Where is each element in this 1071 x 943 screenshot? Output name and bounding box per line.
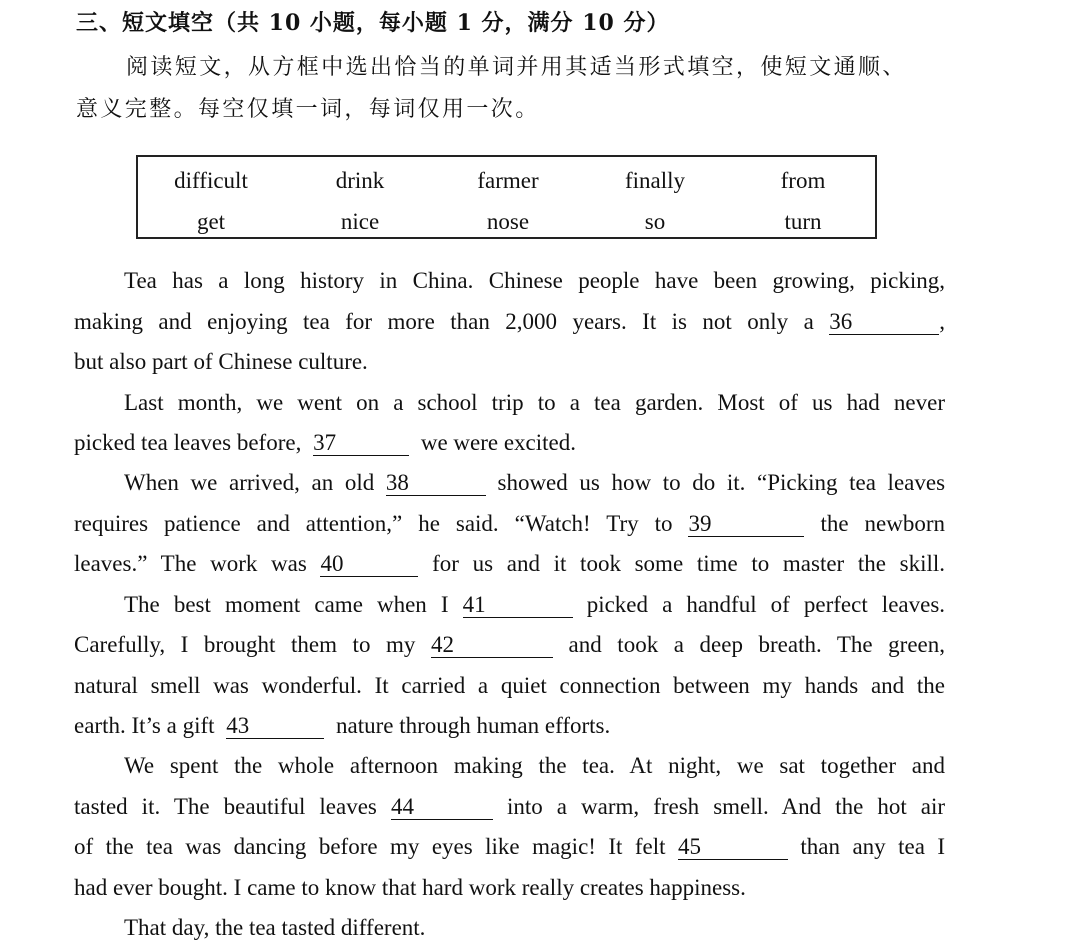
passage-line [74,509,945,539]
blank-40[interactable]: 40 [320,552,418,577]
passage-line: Last month, we went on a school trip to a tea garden. Most of us had never [124,390,945,415]
blank-44[interactable]: 44 [391,795,493,820]
blank-38[interactable]: 38 [386,471,486,496]
blank-43[interactable]: 43 [226,714,324,739]
blank-36[interactable]: 36 [829,310,939,335]
passage-line: had ever bought. I came to know that hard work really creates happiness. [74,875,746,900]
passage-line: natural smell was wonderful. It carried a quiet connection between my hands and the [74,673,945,698]
passage-text: of the tea was dancing before my eyes like magic! It felt [74,834,666,859]
passage-line: but also part of Chinese culture. [74,349,368,374]
passage-text: we were excited. [420,430,576,455]
passage-text: picked tea leaves before, [74,430,302,455]
passage-text: making and enjoying tea for more than 2,000 years. It is not only a [74,309,814,334]
passage-line: Tea has a long history in China. Chinese people have been growing, picking, [124,268,945,293]
word-bank-word: farmer [477,168,539,193]
word-bank-word: difficult [174,168,248,193]
passage-text: When we arrived, an old [124,470,375,495]
passage-text: showed us how to do it. “Picking tea leaves [497,470,946,495]
word-bank-word: nose [486,209,530,234]
instructions-line-2: 意义完整。每空仅填一词，每词仅用一次。 [76,97,540,122]
passage-text: for us and it took some time to master the skill. [432,551,946,576]
passage-line [74,428,945,458]
passage-text: the newborn [820,511,945,536]
passage-text: Carefully, I brought them to my [74,632,416,657]
passage-text: leaves.” The work was [74,551,307,576]
passage-text: into a warm, fresh smell. And the hot air [506,794,946,819]
word-bank-word: so [644,209,666,234]
passage-line [74,307,945,337]
passage-line [124,590,945,620]
passage-text: , [939,309,946,334]
passage-text: nature through human efforts. [336,713,611,738]
passage-text: The best moment came when I [124,592,449,617]
blank-37[interactable]: 37 [313,431,409,456]
word-bank-word: nice [340,209,380,234]
passage-text: tasted it. The beautiful leaves [74,794,377,819]
passage-line [74,630,945,660]
passage-text: requires patience and attention,” he said. “Watch! Try to [74,511,673,536]
blank-42[interactable]: 42 [431,633,553,658]
passage-line [74,549,945,579]
word-bank-word: drink [335,168,385,193]
passage-line [74,792,945,822]
word-bank-box [136,155,877,239]
passage-text: than any tea I [800,834,946,859]
blank-41[interactable]: 41 [463,593,573,618]
passage-line [124,468,945,498]
word-bank-word: finally [624,168,686,193]
section-heading: 三、短文填空（共 10 小题，每小题 1 分，满分 10 分） [76,10,670,36]
passage-text: earth. It’s a gift [74,713,215,738]
word-bank-word: get [196,209,226,234]
instructions-line-1: 阅读短文，从方框中选出恰当的单词并用其适当形式填空，使短文通顺、 [126,55,907,80]
blank-39[interactable]: 39 [688,512,804,537]
passage-line: We spent the whole afternoon making the tea. At night, we sat together and [124,753,945,778]
passage-text: and took a deep breath. The green, [568,632,946,657]
passage-text: picked a handful of perfect leaves. [586,592,946,617]
blank-45[interactable]: 45 [678,835,788,860]
word-bank-word: from [780,168,826,193]
word-bank-word: turn [784,209,822,234]
passage-line [74,832,945,862]
passage-line [74,711,945,741]
passage-line: That day, the tea tasted different. [124,915,426,940]
